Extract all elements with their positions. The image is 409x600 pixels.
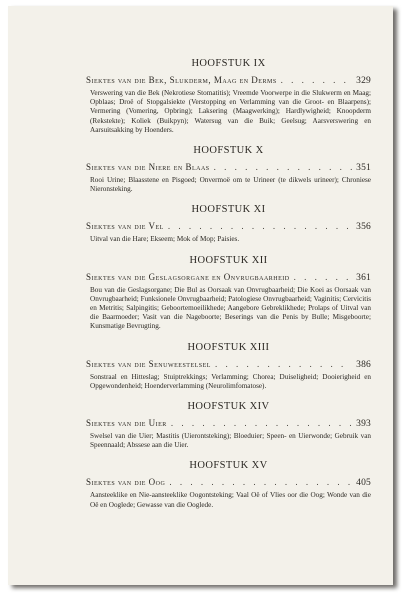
- toc-section: [86, 145, 371, 194]
- page-number: 351: [356, 163, 371, 174]
- book-page: [8, 6, 393, 585]
- section-title: Siektes van die Geslagsorgane en Onvrugbaarheid: [86, 271, 290, 282]
- section-description: Uitval van die Hare; Ekseem; Mok of Mop; Paisies.: [90, 235, 240, 244]
- toc-entry: [86, 221, 371, 232]
- page-number: 405: [356, 478, 371, 489]
- section-description: Aansteeklike en Nie-aansteeklike Oogontsteking; Vaal Oë of Vlies oor die Oog; Wonde van die Oë en Ooglede; Gewasse van die Ooglede.: [90, 491, 371, 509]
- toc-section: [86, 255, 371, 332]
- chapter-heading: HOOFSTUK XIV: [187, 401, 270, 413]
- chapter-heading: HOOFSTUK X: [193, 145, 264, 157]
- page-number: 361: [356, 272, 371, 283]
- section-description: Swelsel van die Uier; Mastitis (Uierontsteking); Bloeduier; Speen- en Uierwonde; Gebruik van Speennaald; Abssese aan die Uier.: [90, 432, 371, 450]
- toc-section: [86, 401, 371, 450]
- toc-entry: [86, 272, 371, 283]
- chapter-heading: HOOFSTUK IX: [191, 58, 266, 69]
- toc-section: [86, 460, 371, 509]
- page-number: 356: [356, 222, 371, 233]
- dot-leader: [169, 477, 352, 487]
- toc-section: [86, 204, 371, 244]
- section-description: Verswering van die Bek (Nekrotiese Stomatitis); Vreemde Voorwerpe in die Slukwerm en Maag; Opblaas; Droë of Stopgalsiekte (Verstopping en Verlamming van die Groot- en Blaarpens); Vermering (Vomering, Opbring); Laksering (Maagwerking); Hardlywigheid; Knoopderm (Rekstekte); Koliek (Buikpyn); Watersug van die Buik; Geelsug; Aarsverswering en Aarsuitsakking by Hoenders.: [90, 89, 371, 134]
- toc-entry: [86, 418, 371, 429]
- section-description: Rooi Urine; Blaasstene en Pisgoed; Onvermoë om te Urineer (te dikwels urineer); Chroniese Nieronsteking.: [90, 176, 371, 194]
- section-title: Siektes van die Uier: [86, 418, 167, 429]
- dot-leader: [214, 162, 353, 172]
- section-title: Siektes van die Niere en Blaas: [86, 162, 210, 173]
- section-title: Siektes van die Oog: [86, 477, 166, 488]
- toc-entry: [86, 477, 371, 488]
- toc-section: [86, 342, 371, 391]
- dot-leader: [168, 221, 352, 231]
- section-description: Sonstraal en Hitteslag; Stuiptrekkings; Verlamming; Chorea; Duiseligheid; Dooierigheid en Opgewondenheid; Hoenderverlamming (Neurolimfomatose).: [90, 372, 371, 390]
- chapter-heading: HOOFSTUK XI: [191, 204, 266, 216]
- dot-leader: [215, 359, 352, 369]
- toc-entry: [86, 359, 371, 370]
- chapter-heading: HOOFSTUK XII: [189, 254, 268, 266]
- page-number: 393: [356, 419, 371, 430]
- page-number: 386: [356, 359, 371, 370]
- toc-entry: [86, 162, 371, 173]
- dot-leader: [281, 75, 352, 85]
- toc-entry: [86, 75, 371, 86]
- dot-leader: [294, 272, 353, 282]
- page-number: 329: [356, 76, 371, 86]
- table-of-contents: [86, 58, 371, 520]
- chapter-heading: HOOFSTUK XIII: [187, 341, 270, 353]
- dot-leader: [171, 418, 352, 428]
- section-description: Bou van die Geslagsorgane; Die Bul as Oorsaak van Onvrugbaarheid; Die Koei as Oorsaak van Onvrugbaarheid; Funksionele Onvrugbaarheid; Patologiese Onvrugbaarheid; Vaginitis; Cervicitis en Metritis; Salpingitis; Geboortemoeilikhede; Aangebore Gebreklikhede; Prolaps of Uitval van die Baarmoeder; Vasit van die Nageboorte; Beserings van die Penis by Bulle; Misgeboorte; Kunsmatige Bevrugting.: [90, 285, 371, 331]
- chapter-heading: HOOFSTUK XV: [189, 460, 268, 472]
- section-title: Siektes van die Bek, Slukderm, Maag en Derms: [86, 75, 277, 85]
- section-title: Siektes van die Senuweestelsel: [86, 358, 211, 369]
- toc-section: [86, 58, 371, 135]
- section-title: Siektes van die Vel: [86, 221, 164, 232]
